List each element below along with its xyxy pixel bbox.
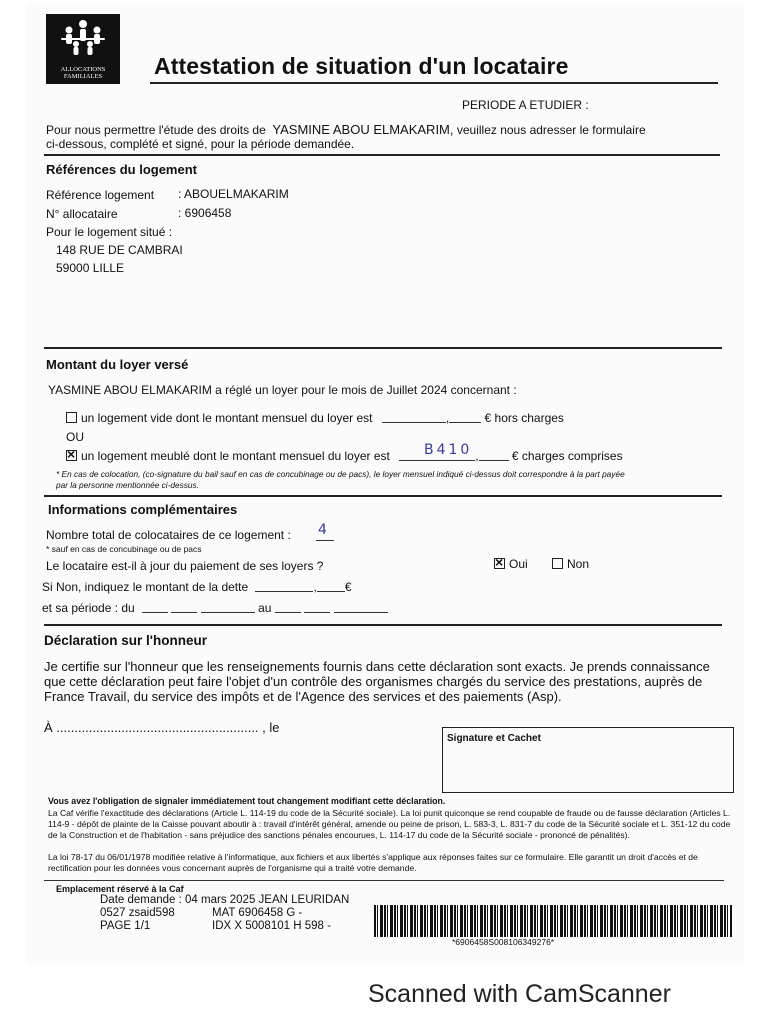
idx-number: IDX X 5008101 H 598 - (212, 920, 331, 932)
logo-text-1: ALLOCATIONS (60, 66, 106, 73)
reference-code: 0527 zsaid598 (100, 907, 175, 919)
mat-number: MAT 6906458 G - (212, 907, 303, 919)
camscanner-watermark: Scanned with CamScanner (368, 980, 671, 1008)
footer-rule (44, 880, 724, 881)
du-month-boxes[interactable] (171, 602, 197, 613)
intro-line-1 (46, 122, 646, 137)
signature-box[interactable] (442, 727, 734, 793)
vide-checkbox[interactable] (66, 412, 77, 423)
section-heading-declaration: Déclaration sur l'honneur (44, 633, 207, 648)
oui-checkbox[interactable] (494, 558, 505, 569)
ou-label: OU (66, 430, 84, 444)
periode-label: PERIODE A ETUDIER : (462, 98, 589, 112)
non-label: Non (567, 557, 590, 571)
option-logement-vide: un logement vide dont le montant mensuel du loyer est , € hors charges (66, 411, 564, 425)
lieu-date-line[interactable]: À ........................................................ , le (44, 720, 280, 735)
vide-suffix: € hors charges (484, 411, 564, 425)
section-rule (44, 624, 722, 626)
section-heading-loyer: Montant du loyer versé (46, 357, 189, 372)
periode-dette-line (42, 601, 388, 615)
meuble-cents-boxes[interactable] (479, 450, 509, 461)
concubinage-note: * sauf en cas de concubinage ou de pacs (46, 544, 202, 554)
n-allocataire-label: N° allocataire (46, 207, 118, 221)
vide-amount-boxes[interactable] (382, 412, 446, 423)
dette-amount-boxes[interactable] (255, 581, 313, 592)
logo-text-2: FAMILIALES (63, 73, 103, 80)
periode-du-label: et sa période : du (42, 601, 135, 615)
address-line-2: 59000 LILLE (56, 261, 125, 275)
a-jour-question: Le locataire est-il à jour du paiement de ses loyers ? (46, 559, 324, 573)
au-day-boxes[interactable] (275, 602, 301, 613)
barcode-text: *6906458S008106349276* (452, 937, 555, 947)
au-label: au (258, 601, 272, 615)
meuble-checkbox[interactable] (66, 450, 77, 461)
intro-pre: Pour nous permettre l'étude des droits de (46, 123, 266, 137)
option-vide-label: un logement vide dont le montant mensuel du loyer est (81, 411, 373, 425)
declaration-line-3: France Travail, du service des impôts et de l'Agence des services et des paiements (Asp). (44, 689, 562, 704)
n-allocataire-value: : 6906458 (178, 206, 232, 220)
non-checkbox[interactable] (552, 558, 563, 569)
meuble-handwritten-amount: B410 (424, 442, 473, 458)
declaration-line-2: que cette déclaration peut faire l'objet d'un contrôle des organismes chargés du service des prestations, auprès de (44, 674, 703, 689)
oui-option (494, 557, 528, 571)
colocataires-handwritten: 4 (318, 522, 327, 538)
section-heading-logement: Références du logement (46, 162, 197, 177)
au-year-boxes[interactable] (334, 602, 388, 613)
family-figures-icon (56, 18, 110, 58)
legal-paragraph-1: La Caf vérifie l'exactitude des déclarations (Article L. 114-19 du code de la Sécurité sociale). La loi punit quiconque se rend coupable de fraude ou de fausse déclaration (Articles L. 114-9 - dépôt de plainte de la Caisse pouvant aboutir à : travail d'intérêt général, amende ou peine de prison, L. 583-3, L. 831-7 du code de la Sécurité sociale et L. 351-12 du code de la Construction et de l'habitation - sans préjudice des sanctions pénales encourues, L. 114-17 du code de la Sécurité sociale - prononcé de pénalités). (48, 808, 731, 840)
logement-situe-label: Pour le logement situé : (46, 225, 173, 239)
dette-cents-boxes[interactable] (317, 581, 345, 592)
colocation-note-2: par la personne mentionnée ci-dessus. (56, 480, 199, 490)
dette-label: Si Non, indiquez le montant de la dette (42, 580, 249, 594)
caf-logo (46, 14, 120, 84)
page-title: Attestation de situation d'un locataire (154, 53, 569, 79)
intro-post: veuillez nous adresser le formulaire (456, 123, 646, 137)
caf-reserved-label: Emplacement réservé à la Caf (56, 884, 184, 894)
colocataires-label: Nombre total de colocataires de ce logement : (46, 528, 291, 542)
option-logement-meuble: ×un logement meublé dont le montant mensuel du loyer est , € charges comprises (66, 449, 623, 463)
date-demande: Date demande : 04 mars 2025 JEAN LEURIDAN (100, 894, 350, 906)
barcode (374, 905, 732, 937)
du-day-boxes[interactable] (142, 602, 168, 613)
obligation-notice: Vous avez l'obligation de signaler immédiatement tout changement modifiant cette déclaration. (48, 796, 446, 806)
page-number: PAGE 1/1 (100, 920, 151, 932)
intro-name: YASMINE ABOU ELMAKARIM, (272, 122, 454, 137)
section-rule (44, 154, 720, 156)
section-rule (44, 347, 722, 349)
ref-logement-label: Référence logement (46, 188, 155, 202)
oui-label: Oui (509, 557, 528, 571)
vide-cents-boxes[interactable] (449, 412, 481, 423)
option-meuble-label: un logement meublé dont le montant mensuel du loyer est (81, 449, 390, 463)
non-option (552, 557, 589, 571)
meuble-suffix: € charges comprises (511, 449, 623, 463)
dette-line: Si Non, indiquez le montant de la dette , € (42, 580, 352, 594)
declaration-line-1: Je certifie sur l'honneur que les renseignements fournis dans cette déclaration sont exacts. Je prends connaissance (44, 659, 710, 674)
ref-logement-value: : ABOUELMAKARIM (178, 187, 289, 201)
legal-paragraph-2: La loi 78-17 du 06/01/1978 modifiée relative à l'informatique, aux fichiers et aux libertés s'applique aux réponses faites sur ce formulaire. Elle garantit un droit d'accès et de rectification pour les données vous concernant auprès de l'organisme qui a traité votre demande. (48, 852, 698, 873)
au-month-boxes[interactable] (304, 602, 330, 613)
section-rule (44, 495, 722, 497)
address-line-1: 148 RUE DE CAMBRAI (56, 243, 183, 257)
section-heading-complementaires: Informations complémentaires (48, 502, 238, 517)
colocation-note-1: * En cas de colocation, (co-signature du bail sauf en cas de concubinage ou de pacs), le loyer mensuel indiqué ci-dessus doit correspondre à la part payée (56, 469, 625, 479)
signature-label: Signature et Cachet (447, 733, 541, 744)
loyer-statement: YASMINE ABOU ELMAKARIM a réglé un loyer pour le mois de Juillet 2024 concernant : (48, 383, 517, 397)
intro-line-2: ci-dessous, complété et signé, pour la période demandée. (46, 137, 355, 151)
du-year-boxes[interactable] (201, 602, 255, 613)
title-rule (150, 82, 718, 84)
